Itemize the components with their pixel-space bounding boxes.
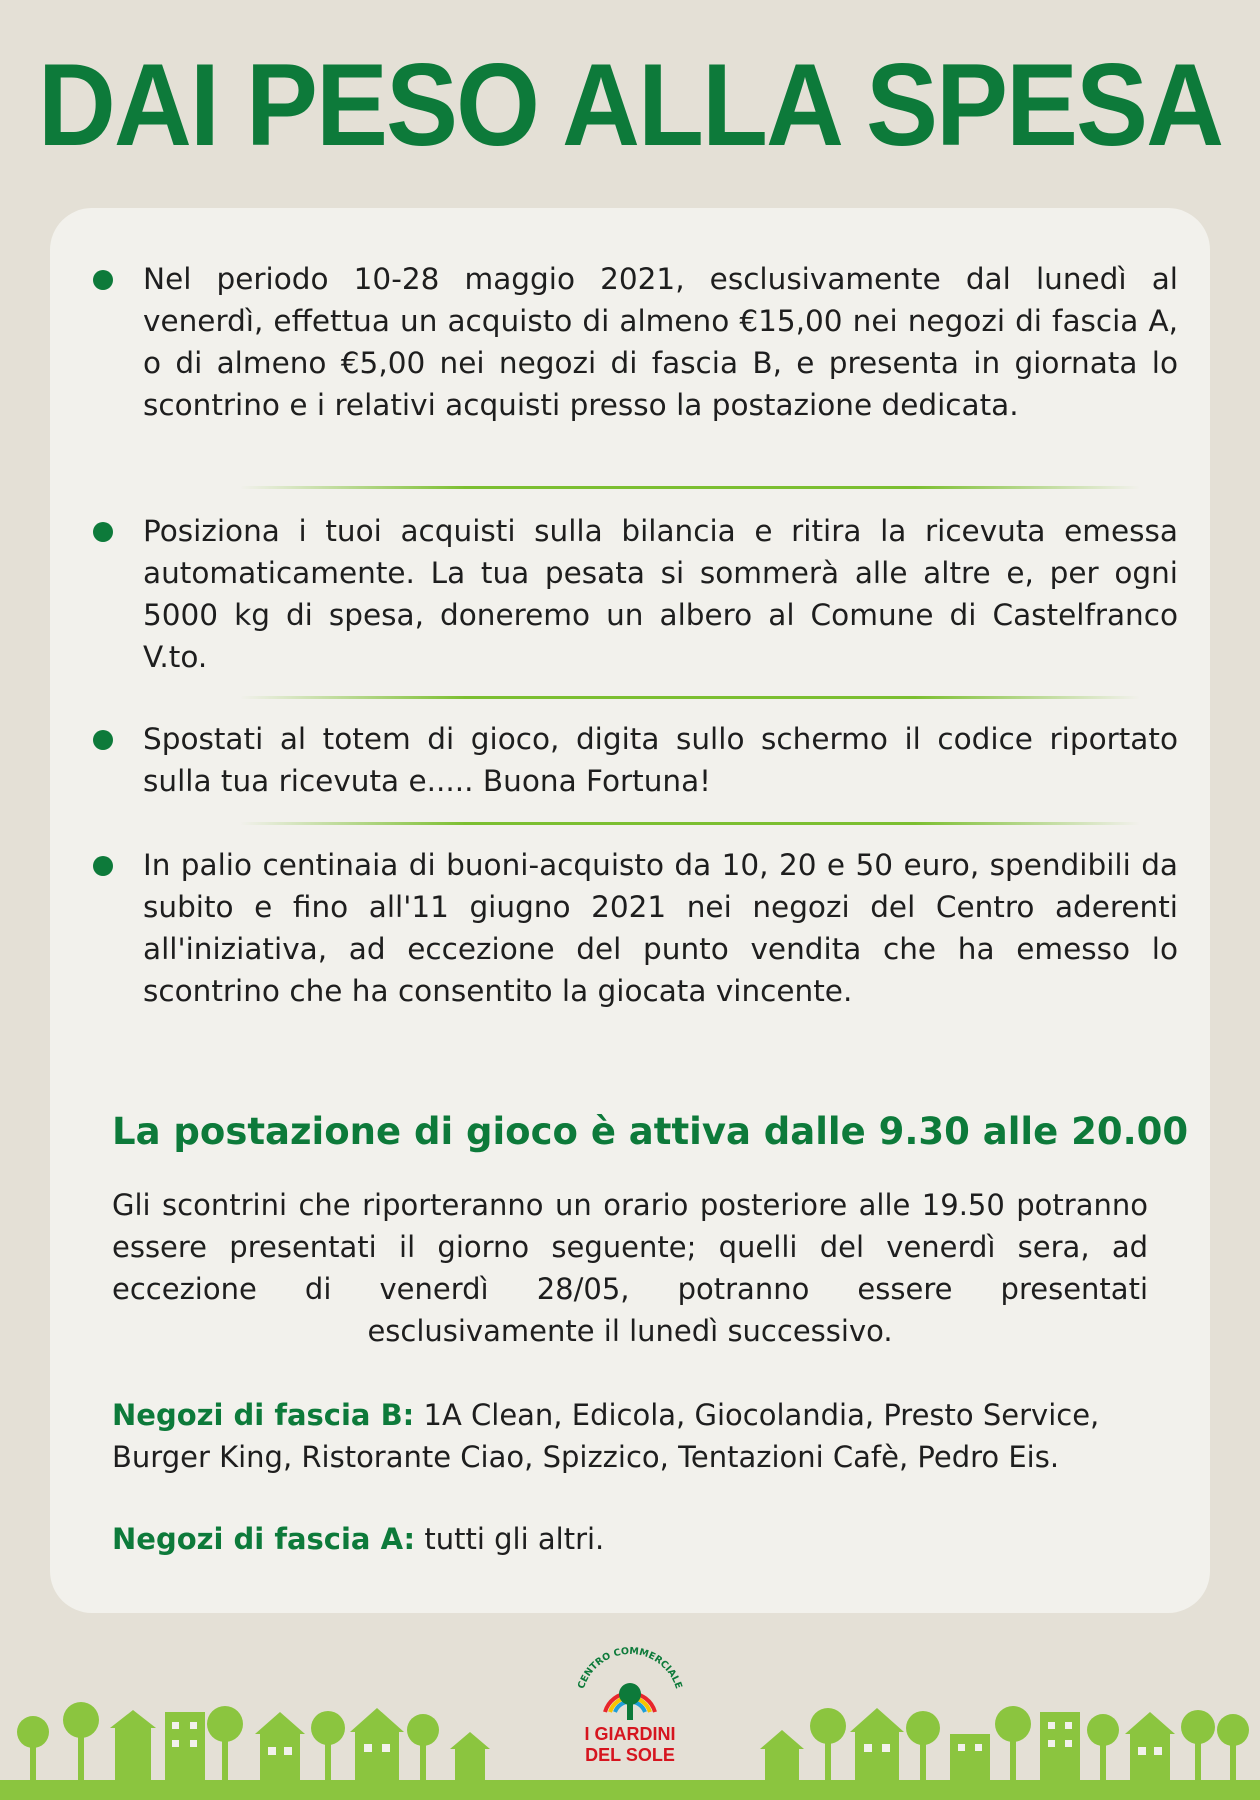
shops-fascia-b-label: Negozi di fascia B: [112,1398,415,1432]
skyline-left-decoration [0,1672,520,1782]
shops-fascia-a [112,1518,1162,1560]
logo-name-line1: I GIARDINI [584,1724,676,1744]
skyline-right-decoration [740,1672,1260,1782]
bullet-dot-icon [93,730,113,750]
receipt-note: Gli scontrini che riporteranno un orario posteriore alle 19.50 potranno essere presentati il giorno seguente; quelli del venerdì sera, ad eccezione di venerdì 28/05, potranno essere presentati esclusivamente il lunedì successivo. [112,1188,1148,1348]
shops-fascia-a-list: tutti gli altri. [415,1522,605,1556]
bullet-item-4 [93,844,1178,1012]
mall-logo [560,1640,700,1770]
shops-fascia-b-list: 1A Clean, Edicola, Giocolandia, Presto Service, Burger King, Ristorante Ciao, Spizzico, Tentazioni Cafè, Pedro Eis. [112,1398,1100,1474]
page-title: DAI PESO ALLA SPESA [37,39,1223,170]
logo-name-line2: DEL SOLE [585,1745,675,1765]
bullet-dot-icon [93,856,113,876]
bullet-text: Spostati al totem di gioco, digita sullo schermo il codice riportato sulla tua ricevuta e..... Buona Fortuna! [143,722,1178,798]
separator-line [240,486,1140,489]
bullet-text: In palio centinaia di buoni-acquisto da 10, 20 e 50 euro, spendibili da subito e fino all'11 giugno 2021 nei negozi del Centro aderenti all'iniziativa, ad eccezione del punto vendita che ha emesso lo scontrino che ha consentito la giocata vincente. [143,848,1178,1008]
bullet-text: Posiziona i tuoi acquisti sulla bilancia e ritira la ricevuta emessa automaticamente. La tua pesata si sommerà alle altre e, per ogni 5000 kg di spesa, doneremo un albero al Comune di Castelfranco V.to. [143,514,1178,674]
shops-fascia-a-label: Negozi di fascia A: [112,1522,416,1556]
logo-arc-text: CENTRO COMMERCIALE [576,1645,684,1691]
bullet-item-3 [93,718,1178,802]
bullet-text: Nel periodo 10-28 maggio 2021, esclusivamente dal lunedì al venerdì, effettua un acquisto di almeno €15,00 nei negozi di fascia A, o di almeno €5,00 nei negozi di fascia B, e presenta in giornata lo scontrino e i relativi acquisti presso la postazione dedicata. [143,262,1178,422]
separator-line [240,696,1140,699]
bullet-dot-icon [93,522,113,542]
bullet-item-1 [93,258,1178,426]
bullet-item-2 [93,510,1178,678]
ground-strip [0,1780,1260,1800]
opening-hours-heading: La postazione di gioco è attiva dalle 9.30 alle 20.00 [112,1110,1189,1153]
bullet-dot-icon [93,270,113,290]
separator-line [240,822,1140,825]
shops-fascia-b [112,1394,1162,1478]
